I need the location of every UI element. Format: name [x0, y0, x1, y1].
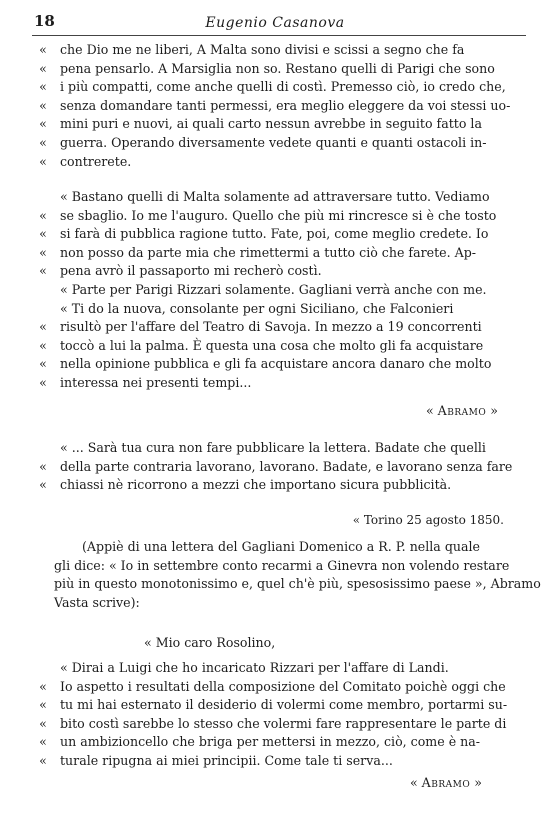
letter-block-1	[39, 41, 527, 171]
line-text: « Parte per Parigi Rizzari solamente. Gagliani verrà anche con me.	[60, 282, 487, 297]
quote-mark: «	[39, 60, 47, 76]
text-line	[39, 41, 527, 60]
text-line	[39, 115, 527, 134]
quote-mark: «	[39, 752, 47, 768]
signature-name: Abramo	[421, 775, 471, 790]
line-text: i più compatti, come anche quelli di costì. Premesso ciò, io credo che,	[60, 79, 506, 95]
text-line	[39, 262, 527, 281]
line-text: mini puri e nuovi, ai quali carto nessun avrebbe in seguito fatto la	[60, 116, 482, 132]
line-text: pena avrò il passaporto mi recherò costì.	[60, 263, 322, 279]
editorial-note	[54, 538, 541, 612]
quote-mark: «	[39, 356, 47, 372]
text-line	[39, 318, 527, 337]
quote-mark: «	[39, 697, 47, 713]
text-line	[39, 153, 527, 172]
note-line: gli dice: « Io in settembre conto recarmi a Ginevra non volendo restare	[54, 557, 510, 573]
note-line: (Appiè di una lettera del Gagliani Domenico a R. P. nella quale	[82, 539, 480, 554]
quote-mark: «	[39, 678, 47, 694]
text-line	[39, 225, 527, 244]
quote-mark: «	[39, 374, 47, 390]
quote-mark: «	[39, 153, 47, 169]
signature-name: Abramo	[437, 403, 487, 418]
letter-block-2	[39, 188, 527, 281]
line-text: guerra. Operando diversamente vedete quanti e quanti ostacoli in-	[60, 134, 487, 150]
text-line	[39, 337, 527, 356]
quote-mark: «	[39, 734, 47, 750]
line-text: interessa nei presenti tempi...	[60, 374, 252, 390]
line-text: se sbaglio. Io me l'auguro. Quello che più mi rincresce si è che tosto	[60, 207, 497, 223]
text-line	[39, 244, 527, 263]
quote-mark: «	[39, 42, 47, 57]
text-line	[39, 355, 527, 374]
note-line: più in questo monotonissimo e, quel ch'è più, spesosissimo paese », Abramo	[54, 576, 541, 592]
text-line	[39, 458, 527, 477]
text-line	[60, 659, 527, 678]
quote-mark: «	[39, 207, 47, 223]
text-line	[39, 207, 527, 226]
quote-mark: «	[39, 244, 47, 260]
line-text: chiassi nè ricorrono a mezzi che importano sicura pubblicità.	[60, 477, 452, 493]
note-line: Vasta scrive):	[54, 594, 140, 610]
line-text: « Bastano quelli di Malta solamente ad attraversare tutto. Vediamo	[60, 189, 490, 204]
letter-block-4	[39, 439, 527, 495]
salutation: « Mio caro Rosolino,	[144, 635, 276, 650]
line-text: « Ti do la nuova, consolante per ogni Siciliano, che Falconieri	[60, 300, 454, 316]
line-text: « Dirai a Luigi che ho incaricato Rizzari per l'affare di Landi.	[60, 660, 449, 675]
quote-mark: «	[39, 226, 47, 242]
text-line	[39, 134, 527, 153]
letter-block-3	[39, 281, 527, 393]
quote-mark: «	[39, 458, 47, 474]
text-line	[39, 696, 527, 715]
dateline: « Torino 25 agosto 1850.	[352, 513, 504, 527]
line-text: Io aspetto i resultati della composizione del Comitato poichè oggi che	[60, 678, 506, 694]
signature-abramo-1: « Abramo »	[425, 403, 498, 418]
text-line	[39, 78, 527, 97]
line-text: bito costì sarebbe lo stesso che volermi fare rappresentare le parte di	[60, 715, 507, 731]
quote-mark: «	[39, 477, 47, 493]
line-text: che Dio me ne liberi, A Malta sono divisi e scissi a segno che fa	[60, 42, 465, 57]
line-text: « ... Sarà tua cura non fare pubblicare la lettera. Badate che quelli	[60, 440, 486, 455]
text-line	[60, 300, 527, 319]
line-text: turale ripugna ai miei principii. Come tale ti serva...	[60, 752, 393, 768]
line-text: della parte contraria lavorano, lavorano. Badate, e lavorano senza fare	[60, 458, 513, 474]
letter-block-5	[39, 659, 527, 771]
line-text: un ambizioncello che briga per mettersi in mezzo, ciò, come è na-	[60, 734, 481, 750]
quote-mark: «	[39, 116, 47, 132]
text-line	[39, 752, 527, 771]
quote-mark: «	[39, 715, 47, 731]
signature-abramo-2: « Abramo »	[409, 775, 482, 790]
text-line	[39, 476, 527, 495]
quote-mark: «	[39, 97, 47, 113]
text-line	[39, 733, 527, 752]
line-text: si farà di pubblica ragione tutto. Fate, poi, come meglio credete. Io	[60, 226, 489, 242]
text-line	[39, 97, 527, 116]
text-line	[39, 715, 527, 734]
quote-mark: «	[39, 79, 47, 95]
line-text: contrerete.	[60, 153, 132, 169]
line-text: risultò per l'affare del Teatro di Savoja. In mezzo a 19 concorrenti	[60, 319, 482, 335]
header-rule	[32, 35, 526, 36]
text-line	[39, 678, 527, 697]
quote-mark: «	[39, 319, 47, 335]
text-line	[60, 281, 527, 300]
text-line	[60, 439, 527, 458]
quote-mark: «	[39, 263, 47, 279]
line-text: non posso da parte mia che rimettermi a tutto ciò che farete. Ap-	[60, 244, 477, 260]
line-text: toccò a lui la palma. È questa una cosa che molto gli fa acquistare	[60, 337, 484, 353]
line-text: nella opinione pubblica e gli fa acquistare ancora danaro che molto	[60, 356, 492, 372]
line-text: tu mi hai esternato il desiderio di volermi come membro, portarmi su-	[60, 697, 508, 713]
text-line	[39, 374, 527, 393]
running-title: Eugenio Casanova	[205, 15, 345, 31]
text-line	[39, 60, 527, 79]
line-text: pena pensarlo. A Marsiglia non so. Restano quelli di Parigi che sono	[60, 60, 495, 76]
line-text: senza domandare tanti permessi, era meglio eleggere da voi stessi uo-	[60, 97, 511, 113]
quote-mark: «	[39, 337, 47, 353]
page-number: 18	[34, 12, 55, 30]
text-line	[60, 188, 527, 207]
quote-mark: «	[39, 134, 47, 150]
